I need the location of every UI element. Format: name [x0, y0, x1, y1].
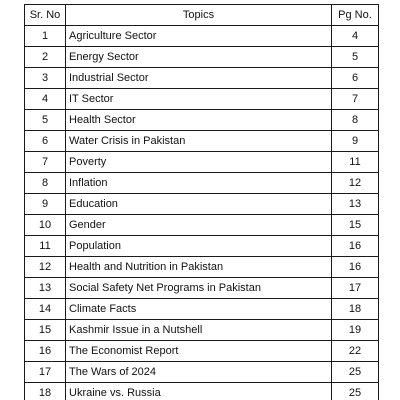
row-page-no: 22 [332, 341, 379, 362]
row-page-no: 11 [332, 152, 379, 173]
row-topic: Ukraine vs. Russia [66, 383, 332, 400]
row-page-no: 5 [332, 47, 379, 68]
row-sr-no: 7 [25, 152, 66, 173]
row-topic: IT Sector [66, 89, 332, 110]
row-page-no: 15 [332, 215, 379, 236]
row-sr-no: 15 [25, 320, 66, 341]
row-sr-no: 13 [25, 278, 66, 299]
table-row [25, 299, 379, 320]
table-row [25, 383, 379, 400]
row-topic: Kashmir Issue in a Nutshell [66, 320, 332, 341]
row-sr-no: 11 [25, 236, 66, 257]
header-page-no: Pg No. [332, 5, 379, 26]
row-page-no: 8 [332, 110, 379, 131]
row-page-no: 9 [332, 131, 379, 152]
table-row [25, 110, 379, 131]
row-sr-no: 9 [25, 194, 66, 215]
table-row [25, 194, 379, 215]
row-sr-no: 17 [25, 362, 66, 383]
table-header-row [25, 5, 379, 26]
table-row [25, 26, 379, 47]
row-topic: Inflation [66, 173, 332, 194]
row-page-no: 16 [332, 236, 379, 257]
row-page-no: 25 [332, 383, 379, 400]
row-topic: Climate Facts [66, 299, 332, 320]
row-page-no: 25 [332, 362, 379, 383]
row-sr-no: 8 [25, 173, 66, 194]
row-sr-no: 5 [25, 110, 66, 131]
row-sr-no: 2 [25, 47, 66, 68]
row-topic: Water Crisis in Pakistan [66, 131, 332, 152]
header-sr-no: Sr. No [25, 5, 66, 26]
row-page-no: 18 [332, 299, 379, 320]
row-page-no: 16 [332, 257, 379, 278]
row-page-no: 17 [332, 278, 379, 299]
row-topic: Agriculture Sector [66, 26, 332, 47]
row-topic: Education [66, 194, 332, 215]
row-page-no: 4 [332, 26, 379, 47]
table-row [25, 341, 379, 362]
row-sr-no: 3 [25, 68, 66, 89]
header-topics: Topics [66, 5, 332, 26]
row-topic: Energy Sector [66, 47, 332, 68]
row-sr-no: 6 [25, 131, 66, 152]
table-row [25, 320, 379, 341]
table-of-contents [24, 4, 379, 400]
row-topic: Poverty [66, 152, 332, 173]
row-sr-no: 10 [25, 215, 66, 236]
row-topic: The Economist Report [66, 341, 332, 362]
table-row [25, 152, 379, 173]
row-topic: Health Sector [66, 110, 332, 131]
table-row [25, 173, 379, 194]
table-row [25, 89, 379, 110]
row-topic: Gender [66, 215, 332, 236]
row-topic: Population [66, 236, 332, 257]
row-page-no: 19 [332, 320, 379, 341]
table-row [25, 257, 379, 278]
row-page-no: 12 [332, 173, 379, 194]
row-page-no: 6 [332, 68, 379, 89]
row-sr-no: 4 [25, 89, 66, 110]
row-sr-no: 14 [25, 299, 66, 320]
row-sr-no: 1 [25, 26, 66, 47]
table-row [25, 68, 379, 89]
table-row [25, 278, 379, 299]
row-topic: The Wars of 2024 [66, 362, 332, 383]
table-row [25, 236, 379, 257]
table-row [25, 215, 379, 236]
row-topic: Health and Nutrition in Pakistan [66, 257, 332, 278]
table-row [25, 47, 379, 68]
row-topic: Industrial Sector [66, 68, 332, 89]
row-sr-no: 16 [25, 341, 66, 362]
row-page-no: 7 [332, 89, 379, 110]
row-page-no: 13 [332, 194, 379, 215]
table-row [25, 131, 379, 152]
table-row [25, 362, 379, 383]
row-topic: Social Safety Net Programs in Pakistan [66, 278, 332, 299]
row-sr-no: 12 [25, 257, 66, 278]
row-sr-no: 18 [25, 383, 66, 400]
